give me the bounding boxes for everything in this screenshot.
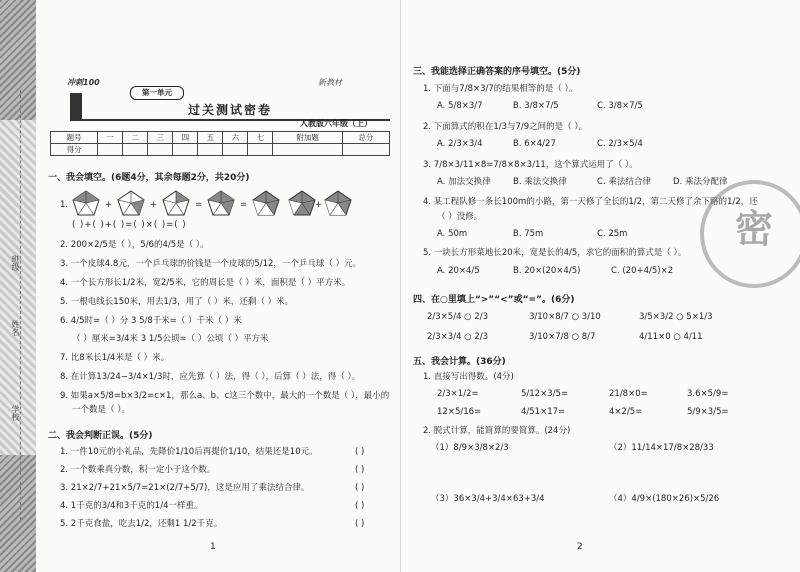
step-calc-2[interactable]: （2）11/14×17/8×28/33 bbox=[609, 443, 714, 453]
score-cell[interactable] bbox=[198, 144, 223, 156]
pentagon-figure-5 bbox=[252, 190, 280, 216]
pentagon-figure-4 bbox=[207, 190, 235, 216]
strip-band-bottom bbox=[0, 455, 36, 572]
unit-tag: 第一单元 bbox=[130, 86, 184, 100]
choice-q3-opt-d[interactable]: D. 乘法分配律 bbox=[673, 177, 728, 187]
judge-answer-4[interactable]: ( ) bbox=[355, 501, 365, 511]
section5-title: 五、我会计算。(36分) bbox=[413, 357, 506, 367]
q1-sign: + bbox=[150, 200, 158, 210]
score-cell[interactable] bbox=[148, 144, 173, 156]
section1-title: 一、我会填空。(6题4分，其余每题2分，共20分) bbox=[48, 173, 250, 183]
direct-calc-1-1[interactable]: 2/3×1/2= bbox=[437, 389, 479, 399]
q2-text[interactable]: 2. 200×2/5是（ ），5/6的4/5是（ ）。 bbox=[60, 240, 209, 250]
score-header: 附加题 bbox=[273, 132, 342, 144]
q1-plus: + bbox=[315, 200, 323, 210]
score-cell[interactable] bbox=[223, 144, 248, 156]
score-cell[interactable] bbox=[98, 144, 123, 156]
choice-q4-cont: （ ）没修。 bbox=[437, 212, 483, 222]
direct-calc-1-2[interactable]: 5/12×3/5= bbox=[521, 389, 569, 399]
compare-2-1[interactable]: 2/3×3/4 ○ 2/3 bbox=[427, 332, 488, 342]
q9-line-b[interactable]: 一个数是（ ）。 bbox=[72, 405, 130, 415]
choice-q1: 1. 下面与7/8×3/7的结果相等的是（ ）。 bbox=[423, 84, 578, 94]
section3-title: 三、我能选择正确答案的序号填空。(5分) bbox=[413, 67, 581, 77]
binding-line bbox=[20, 90, 21, 520]
direct-calc-2-2[interactable]: 4/51×17= bbox=[521, 407, 566, 417]
judge-item-3: 3. 21×2/7+21×5/7=21×(2/7+5/7)，这是应用了乘法结合律。 bbox=[60, 483, 310, 493]
score-header: 一 bbox=[98, 132, 123, 144]
page-title: 过关测试密卷 bbox=[187, 103, 272, 117]
choice-q5-opt-a[interactable]: A. 20×4/5 bbox=[437, 266, 480, 276]
choice-q3: 3. 7/8×3/11×8=7/8×8×3/11，这个算式运用了（ ）。 bbox=[423, 160, 638, 170]
q1-sign: = bbox=[240, 200, 248, 210]
score-value-row bbox=[51, 144, 390, 156]
brand-logo: 冲刺100 bbox=[67, 78, 100, 87]
step-calc-title: 2. 脱式计算，能简算的要简算。(24分) bbox=[423, 426, 571, 436]
score-cell[interactable] bbox=[123, 144, 148, 156]
compare-2-2[interactable]: 3/10×7/8 ○ 8/7 bbox=[529, 332, 596, 342]
direct-calc-2-4[interactable]: 5/9×3/5= bbox=[687, 407, 729, 417]
binding-school-label: 学校 bbox=[11, 405, 20, 421]
q9-line-a[interactable]: 9. 如果a×5/8=b×3/2=c×1，那么a、b、c这三个数中，最大的一个数是（ ），最小的 bbox=[60, 391, 390, 401]
q1-blanks[interactable]: ( )+( )+( )=( )×( )=( ) bbox=[72, 220, 187, 230]
page-number-right: 2 bbox=[577, 542, 583, 552]
q5-text[interactable]: 5. 一根电线长150米，用去1/3，用了（ ）米，还剩（ ）米。 bbox=[60, 297, 294, 307]
score-header: 四 bbox=[173, 132, 198, 144]
choice-q2-opt-b[interactable]: B. 6×4/27 bbox=[513, 139, 556, 149]
direct-calc-1-3[interactable]: 21/8×0= bbox=[609, 389, 648, 399]
score-header: 题号 bbox=[51, 132, 98, 144]
score-row-label: 得分 bbox=[51, 144, 98, 156]
strip-band-top bbox=[0, 0, 36, 120]
judge-answer-1[interactable]: ( ) bbox=[355, 447, 365, 457]
choice-q3-opt-b[interactable]: B. 乘法交换律 bbox=[513, 177, 567, 187]
q1-number: 1. bbox=[60, 200, 69, 210]
compare-2-3[interactable]: 4/11×0 ○ 4/11 bbox=[639, 332, 703, 342]
judge-answer-2[interactable]: ( ) bbox=[355, 465, 365, 475]
choice-q4-opt-a[interactable]: A. 50m bbox=[437, 229, 468, 239]
edition-label: 新教材 bbox=[318, 78, 342, 87]
score-cell[interactable] bbox=[342, 144, 389, 156]
score-cell[interactable] bbox=[173, 144, 198, 156]
score-header: 三 bbox=[148, 132, 173, 144]
section4-title: 四、在○里填上“>”“<”或“=”。(6分) bbox=[413, 295, 575, 305]
choice-q1-opt-b[interactable]: B. 3/8×7/5 bbox=[513, 101, 559, 111]
judge-item-2: 2. 一个数乘真分数，积一定小于这个数。 bbox=[60, 465, 216, 475]
compare-1-3[interactable]: 3/5×3/2 ○ 5×1/3 bbox=[639, 312, 713, 322]
choice-q2-opt-a[interactable]: A. 2/3×3/4 bbox=[437, 139, 483, 149]
q4-text[interactable]: 4. 一个长方形长1/2米，宽2/5米，它的周长是（ ）米，面积是（ ）平方米。 bbox=[60, 278, 351, 288]
compare-1-1[interactable]: 2/3×5/4 ○ 2/3 bbox=[427, 312, 488, 322]
q6-line-b[interactable]: （ ）厘米=3/4米 3 1/5公顷=（ ）公顷（ ）平方米 bbox=[72, 334, 269, 344]
pentagon-figure-1 bbox=[72, 190, 100, 216]
score-cell[interactable] bbox=[273, 144, 342, 156]
step-calc-1[interactable]: （1）8/9×3/8×2/3 bbox=[431, 443, 509, 453]
score-table bbox=[50, 131, 390, 156]
direct-calc-2-3[interactable]: 4×2/5= bbox=[609, 407, 643, 417]
q1-sign: + bbox=[105, 200, 113, 210]
choice-q5-opt-b[interactable]: B. 20×(20×4/5) bbox=[513, 266, 581, 276]
score-header: 二 bbox=[123, 132, 148, 144]
compare-1-2[interactable]: 3/10×8/7 ○ 3/10 bbox=[529, 312, 601, 322]
pentagon-figure-3 bbox=[162, 190, 190, 216]
score-header: 六 bbox=[223, 132, 248, 144]
score-header-row bbox=[51, 132, 390, 144]
pentagon-figure-2 bbox=[117, 190, 145, 216]
pentagon-figure-6 bbox=[288, 190, 316, 216]
choice-q3-opt-c[interactable]: C. 乘法结合律 bbox=[597, 177, 651, 187]
direct-calc-2-1[interactable]: 12×5/16= bbox=[437, 407, 482, 417]
judge-item-4: 4. 1千克的3/4和3千克的1/4一样重。 bbox=[60, 501, 203, 511]
choice-q4: 4. 某工程队修一条长100m的小路，第一天修了全长的1/2，第二天修了余下路的1/2，还 bbox=[423, 197, 758, 207]
choice-q4-opt-b[interactable]: B. 75m bbox=[513, 229, 544, 239]
score-cell[interactable] bbox=[248, 144, 273, 156]
choice-q5: 5. 一块长方形菜地长20米，宽是长的4/5，求它的面积的算式是（ ）。 bbox=[423, 248, 687, 258]
direct-calc-1-4[interactable]: 3.6×5/9= bbox=[687, 389, 729, 399]
judge-item-1: 1. 一件10元的小礼品，先降价1/10后再提价1/10，结果还是10元。 bbox=[60, 447, 318, 457]
step-calc-3[interactable]: （3）36×3/4+3/4×63+3/4 bbox=[431, 494, 545, 504]
score-header: 七 bbox=[248, 132, 273, 144]
grade-label: 人教版六年级（上） bbox=[300, 119, 372, 128]
choice-q5-opt-c[interactable]: C. (20+4/5)×2 bbox=[611, 266, 674, 276]
binding-class-label: 班级 bbox=[11, 255, 20, 271]
binding-name-label: 姓名 bbox=[11, 320, 20, 336]
q7-text[interactable]: 7. 比8米长1/4米是（ ）米。 bbox=[60, 353, 170, 363]
secret-stamp: 密 bbox=[700, 180, 800, 288]
score-header: 总分 bbox=[342, 132, 389, 144]
judge-answer-3[interactable]: ( ) bbox=[355, 483, 365, 493]
choice-q4-opt-c[interactable]: C. 25m bbox=[597, 229, 628, 239]
q8-text[interactable]: 8. 在计算13/24−3/4×1/3时，应先算（ ）法，得（ ），后算（ ）法，得（ ）。 bbox=[60, 372, 361, 382]
section2-title: 二、我会判断正误。(5分) bbox=[48, 431, 153, 441]
judge-answer-5[interactable]: ( ) bbox=[355, 519, 365, 529]
score-header: 五 bbox=[198, 132, 223, 144]
choice-q1-opt-c[interactable]: C. 3/8×7/5 bbox=[597, 101, 643, 111]
q3-text[interactable]: 3. 一个皮球4.8元，一个乒乓球的价钱是一个皮球的5/12，一个乒乓球（ ）元。 bbox=[60, 259, 362, 269]
choice-q2-opt-c[interactable]: C. 2/3×5/4 bbox=[597, 139, 643, 149]
judge-item-5: 5. 2千克食盐，吃去1/2，还剩1 1/2千克。 bbox=[60, 519, 223, 529]
choice-q3-opt-a[interactable]: A. 加法交换律 bbox=[437, 177, 491, 187]
binding-strip bbox=[0, 0, 36, 572]
pentagon-figure-7 bbox=[324, 190, 352, 216]
choice-q2: 2. 下面算式的积在1/3与7/9之间的是（ ）。 bbox=[423, 122, 588, 132]
q6-line-a[interactable]: 6. 4/5时=（ ）分 3 5/8千米=（ ）千米（ ）米 bbox=[60, 316, 242, 326]
q1-sign: = bbox=[195, 200, 203, 210]
choice-q1-opt-a[interactable]: A. 5/8×3/7 bbox=[437, 101, 483, 111]
step-calc-4[interactable]: （4）4/9×(180×26)×5/26 bbox=[609, 494, 720, 504]
page-number-left: 1 bbox=[210, 542, 216, 552]
direct-calc-title: 1. 直接写出得数。(4分) bbox=[423, 372, 514, 382]
